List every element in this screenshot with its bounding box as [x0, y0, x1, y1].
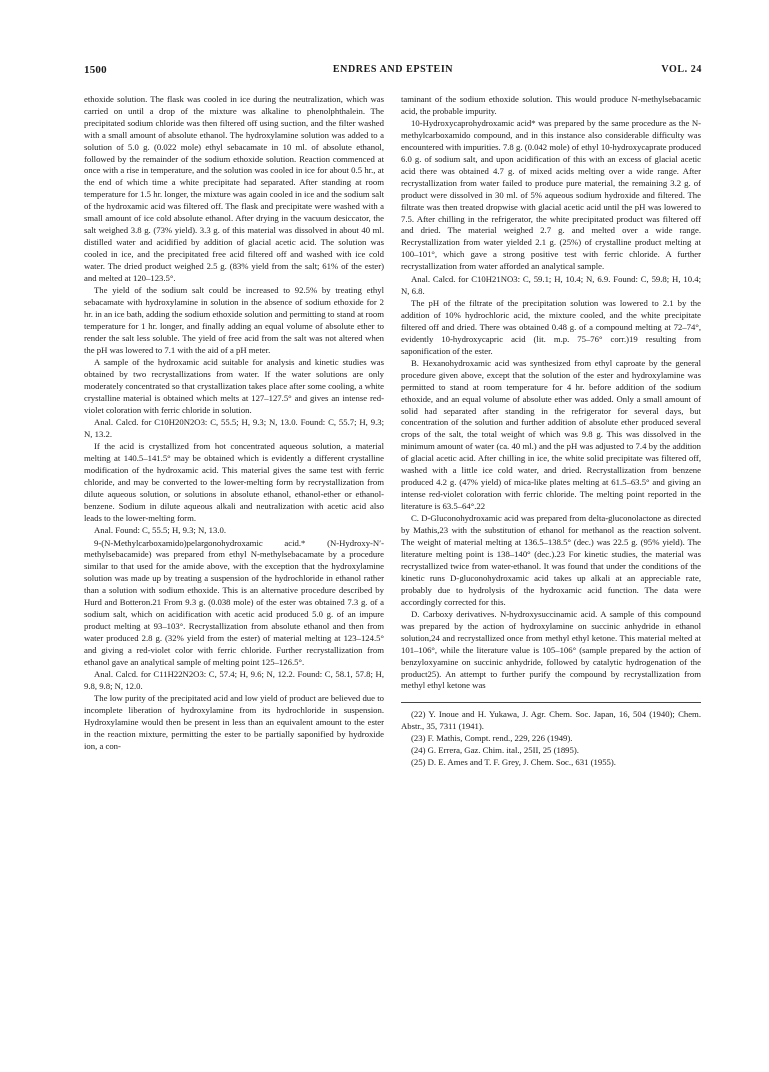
paragraph: 10-Hydroxycaprohydroxamic acid* was prepared by the same procedure as the N-methylcarboxamido compound, and in this instance also considerable difficulty was encountered with impurities. 7.8 g. (0.042 mole) of ethyl 10-hydroxycaprate produced 6.0 g. of sodium salt, and upon acidification of this with an excess of glacial acetic acid there was obtained 4.7 g. of mixed acids melting over a wide range. After recrystallization from water failed to produce pure material, the remaining 3.2 g. of product were dissolved in 30 ml. of 5% aqueous sodium hydroxide and filtered. The filtrate was then treated dropwise with glacial acetic acid until the pH was lowered to 7.5. After chilling in the refrigerator, the white precipitated product was filtered off and dried. The material weighed 2.7 g. and melted over a wide range. Recrystallization from water yielded 2.1 g. (25%) of crystalline product melting at 100–101°, which gave a strong positive test with ferric chloride. A further recrystallization from water afforded an analytical sample. — [401, 118, 701, 272]
footnote: (25) D. E. Ames and T. F. Grey, J. Chem. Soc., 631 (1955). — [411, 756, 616, 767]
paragraph: taminant of the sodium ethoxide solution. This would produce N-methylsebacamic acid, the probable impurity. — [401, 94, 701, 116]
footnote: (24) G. Errera, Gaz. Chim. ital., 25II, 25 (1895). — [411, 745, 579, 756]
analysis-line: Anal. Calcd. for C10H21NO3: C, 59.1; H, 10.4; N, 6.9. Found: C, 59.8; H, 10.4; N, 6.8. — [401, 273, 701, 296]
left-column — [84, 94, 384, 753]
page-header — [84, 64, 702, 80]
paragraph: B. Hexanohydroxamic acid was synthesized from ethyl caproate by the general procedure given above, except that the solution of the ester and hydroxylamine was permitted to stand at room temperature for 4 hr. before addition of the sodium ethoxide, and an equal volume of absolute ether was added. Only a small amount of solid had separated after standing in the refrigerator for several days, but concentration of the solution and further addition of absolute ether produced several crops of the salt, the total weight of which was 9.8 g. This was dissolved in the minimum amount of water (ca. 40 ml.) and the pH was adjusted to 7.4 by the addition of glacial acetic acid. After chilling in ice, the white solid precipitate was filtered off, washed with a little ice cold water, and dried. Recrystallization from benzene produced 4.2 g. (47% yield) of mica-like plates melting at 61.5–63.5° and giving an intense red-violet coloration with ferric chloride. The melting point reported in the literature is 63.5–64°.22 — [401, 357, 701, 511]
footnote: (22) Y. Inoue and H. Yukawa, J. Agr. Chem. Soc. Japan, 16, 504 (1940); Chem. Abstr., 35, 7311 (1941). — [401, 709, 701, 732]
running-title: ENDRES AND EPSTEIN — [332, 64, 454, 75]
analysis-line: Anal. Found: C, 55.5; H, 9.3; N, 13.0. — [94, 525, 227, 536]
paragraph: The yield of the sodium salt could be increased to 92.5% by treating ethyl sebacamate with hydroxylamine in solution in the absence of sodium ethoxide for 2 hr. in an ice bath, adding the sodium ethoxide solution and permitting to stand at room temperature for 1 hr. longer, and finally adding an equal volume of absolute ether to render the salt less soluble. The yield of free acid from the salt was not altered when the pH was lowered to 7.1 with the aid of a pH meter. — [84, 285, 384, 355]
paragraph: D. Carboxy derivatives. N-hydroxysuccinamic acid. A sample of this compound was prepared by the action of hydroxylamine on succinic anhydride in ethanol solution,24 and recrystallized once from methyl ethyl ketone. This material melted at 101–106°, while the literature value is 105–106° (sample prepared by the action of benzyloxyamine on succinic anhydride, followed by catalytic hydrogenation of the product25). An attempt to further purify the compound by recrystallization from methyl ethyl ketone was — [401, 608, 701, 691]
page-number: 1500 — [84, 64, 107, 76]
paragraph: The low purity of the precipitated acid and low yield of product are believed due to incomplete liberation of hydroxylamine from its hydrochloride in suspension. Hydroxylamine would then be present in less than an equivalent amount to the ester in the reaction mixture, permitting the ester to be partially saponified by hydroxide ion, a con- — [84, 693, 384, 751]
paragraph: The pH of the filtrate of the precipitation solution was lowered to 2.1 by the addition of 10% hydrochloric acid, the mixture cooled, and the white precipitate filtered off and dried. There was obtained 0.48 g. of a compound melting at 72–74°, evidently 10-hydroxycapric acid (lit. m.p. 75–76° corr.)19 resulting from saponification of the ester. — [401, 297, 701, 356]
paragraph: A sample of the hydroxamic acid suitable for analysis and kinetic studies was obtained by two recrystallizations from water. If the water solutions are only moderately concentrated so that crystallization takes place after some cooling, a white crystalline material is obtained which melts at 127–127.5° and gives an intense red-violet coloration with ferric chloride in solution. — [84, 356, 384, 415]
analysis-line: Anal. Calcd. for C11H22N2O3: C, 57.4; H, 9.6; N, 12.2. Found: C, 58.1, 57.8; H, 9.8, 9.8; N, 12.0. — [84, 669, 384, 691]
paragraph: If the acid is crystallized from hot concentrated aqueous solution, a material melting at 140.5–141.5° may be obtained which is evidently a different crystalline modification of the hydroxamic acid. This material gives the same test with ferric chloride, and may be converted to the lower-melting form by recrystallization from dilute aqueous solution, or solutions in absolute ethanol, ethanol-ether or ethanol-benzene. Sodium in dilute aqueous alkali and neutralization with acetic acid also leads to the lower-melting form. — [84, 441, 384, 523]
paragraph: 9-(N-Methylcarboxamido)pelargonohydroxamic acid.* (N-Hydroxy-N′-methylsebacamide) was prepared from ethyl N-methylsebacamate by a procedure similar to that used for the amide above, with the exception that the hydroxylamine solution was made up by treating a suspension of the hydrochloride in ethanol rather than a solution with sodium ethoxide. This is an alternative procedure described by Hurd and Botteron.21 From 9.3 g. (0.038 mole) of the ester was obtained 7.3 g. of a sodium salt, which on acidification with acetic acid produced 5.0 g. of an impure product melting at 93–103°. Recrystallization from absolute ethanol and then from water produced 2.8 g. (32% yield from the ester) of material melting at 123–124.5° and giving a red-violet color with ferric chloride. Further recrystallization from ethanol gave an analytical sample of melting point 125–126.5°. — [84, 537, 384, 667]
volume-label: VOL. 24 — [661, 64, 702, 75]
footnote: (23) F. Mathis, Compt. rend., 229, 226 (1949). — [411, 733, 573, 744]
analysis-line: Anal. Calcd. for C10H20N2O3: C, 55.5; H, 9.3; N, 13.0. Found: C, 55.7; H, 9.3; N, 13.2. — [84, 416, 384, 439]
footnotes — [401, 702, 701, 769]
right-column — [401, 94, 701, 769]
paragraph: ethoxide solution. The flask was cooled in ice during the neutralization, which was carried on until a drop of the mixture was alkaline to phenolphthalein. The precipitated sodium chloride was then filtered off using suction, and the filter washed with a small amount of absolute ethanol. The hydroxylamine solution was added to a solution of 5.0 g. (0.022 mole) ethyl sebacamate in 10 ml. of absolute ethanol, followed by the remainder of the sodium ethoxide solution. Reaction commenced at once with a rise in temperature, and the solution was cooled in ice for about 0.5 hr., at the end of which time a white precipitate had separated. After standing at room temperature for 1.5 hr. longer, the mixture was again cooled in ice and the sodium salt of the hydroxamic acid was filtered off. The flask and precipitate were washed with a small amount of ice cold absolute ethanol. After drying in the vacuum desiccator, the salt weighed 3.8 g. (73% yield). 3.3 g. of this material was dissolved in about 40 ml. distilled water and acidified by addition of glacial acetic acid. The solution was cooled in ice, and the precipitated free acid filtered off and washed with ice cold water. The dried product weighed 2.5 g. (83% yield from the salt; 61% of the ester) and melted at 120–123.5°. — [84, 94, 384, 283]
paragraph: C. D-Gluconohydroxamic acid was prepared from delta-gluconolactone as directed by Mathis,23 with the substitution of ethanol for methanol as the reaction solvent. The weight of material melting at 136.5–138.5° (dec.) was 22.5 g. (95% yield). The literature melting point is 138–140° (dec.).23 For kinetic studies, the material was recrystallized twice from water-ethanol. It was found that under the conditions of the kinetic runs D-gluconohydroxamic acid takes up alkali at an appreciable rate, probably due to hydrolysis of the hydroxamic acid function. The data were accordingly corrected for this. — [401, 513, 701, 607]
